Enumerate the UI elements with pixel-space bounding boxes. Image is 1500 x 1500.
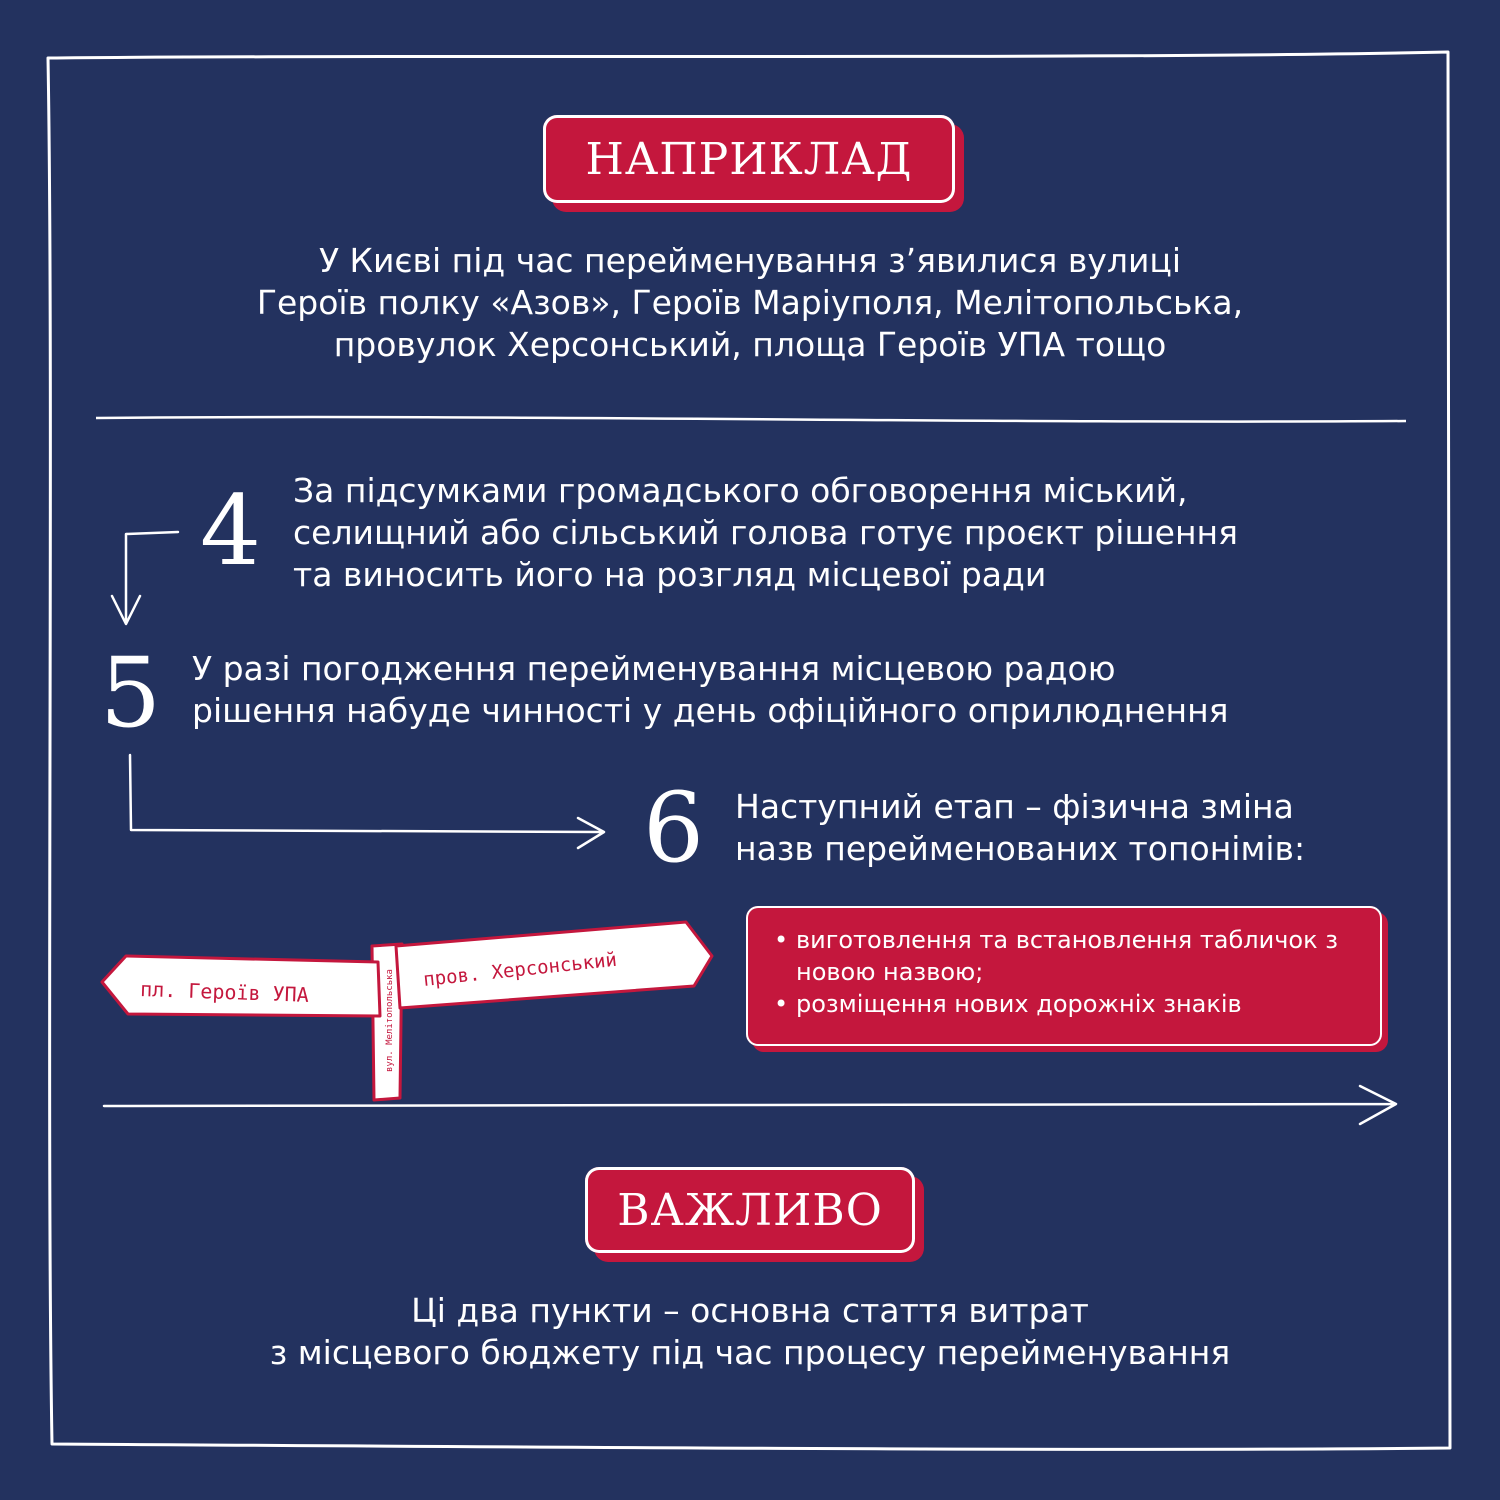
example-badge-label: НАПРИКЛАД [585,133,913,185]
step-4-text [293,470,1238,596]
actions-list [746,906,1382,1020]
example-line: Героїв полку «Азов», Героїв Маріуполя, Мелітопольська, [256,283,1244,322]
important-text [100,1290,1400,1374]
signpost-illustration [96,912,726,1112]
actions-box [746,906,1382,1046]
step-4-line: та виносить його на розгляд місцевої ради [293,555,1047,594]
important-badge [585,1167,915,1253]
post-label: вул. Мелітопольська [385,969,395,1072]
actions-item: • виготовлення та встановлення табличок з новою назвою; [796,924,1360,988]
step-5-number: 5 [100,637,162,749]
actions-item: • розміщення нових дорожніх знаків [796,988,1360,1020]
important-line: з місцевого бюджету під час процесу перейменування [269,1333,1231,1372]
arrow-5-to-6 [130,755,604,848]
step-5-text [192,648,1229,732]
step-4-number: 4 [200,475,262,587]
example-line: провулок Херсонський, площа Героїв УПА тощо [333,325,1167,364]
arrow-4-to-5 [112,532,178,624]
top-divider [96,417,1406,422]
step-6-line: Наступний етап – фізична зміна [735,787,1294,826]
example-text [100,240,1400,366]
important-badge-label: ВАЖЛИВО [617,1184,883,1236]
important-line: Ці два пункти – основна стаття витрат [411,1291,1089,1330]
example-line: У Києві під час перейменування з’явилися вулиці [318,241,1182,280]
step-5-line: У разі погодження перейменування місцевою радою [192,649,1116,688]
step-4-line: селищний або сільський голова готує проєкт рішення [293,513,1238,552]
example-badge [543,115,955,203]
step-6-line: назв перейменованих топонімів: [735,829,1306,868]
step-5-line: рішення набуде чинності у день офіційного оприлюднення [192,691,1229,730]
step-6-text [735,786,1305,870]
step-4-line: За підсумками громадського обговорення міський, [293,471,1188,510]
right-sign-label: пров. Херсонський [422,948,618,991]
left-sign-label: пл. Героїв УПА [139,977,310,1007]
step-6-number: 6 [643,772,705,884]
